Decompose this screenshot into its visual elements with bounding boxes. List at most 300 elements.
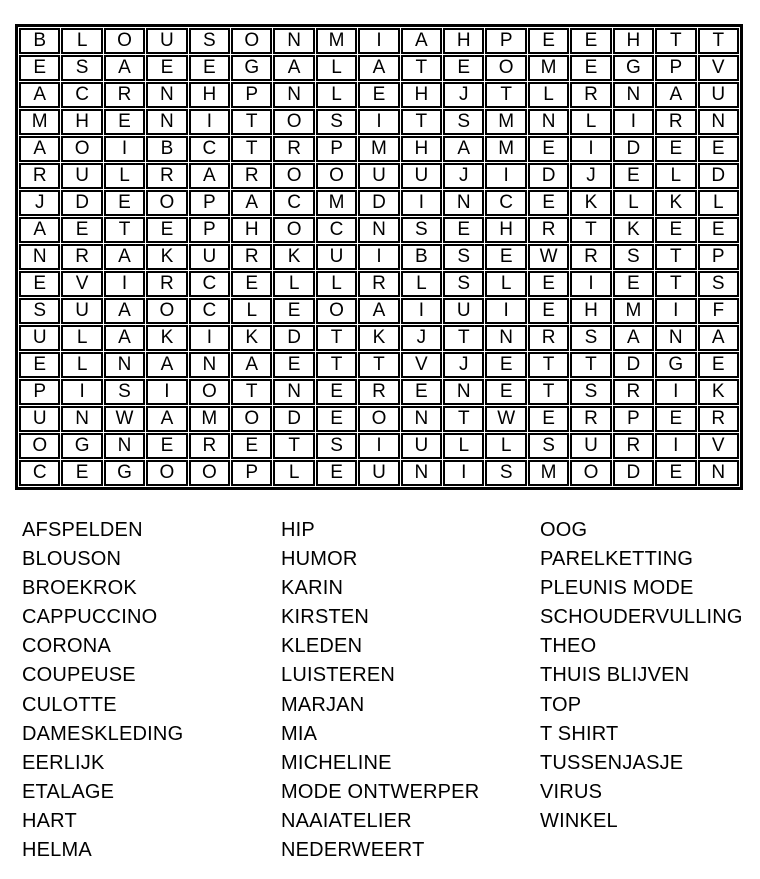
grid-cell: K (698, 379, 740, 405)
grid-cell: E (613, 271, 654, 297)
grid-cell: E (61, 217, 102, 243)
grid-cell: E (655, 217, 696, 243)
grid-cell: G (231, 55, 272, 81)
grid-cell: N (655, 325, 696, 351)
grid-cell: A (189, 163, 230, 189)
grid-cell: S (443, 244, 484, 270)
word-list-item: EERLIJK (22, 751, 105, 774)
grid-cell: I (401, 190, 442, 216)
grid-cell: L (401, 271, 442, 297)
word-list-item: HELMA (22, 839, 92, 862)
grid-cell: L (613, 190, 654, 216)
grid-cell: C (19, 460, 60, 486)
grid-row (19, 163, 739, 189)
grid-cell: A (273, 55, 314, 81)
grid-cell: R (698, 406, 740, 432)
grid-cell: E (104, 109, 145, 135)
grid-cell: O (231, 28, 272, 54)
grid-cell: P (19, 379, 60, 405)
word-list-item: BLOUSON (22, 548, 122, 571)
grid-row (19, 217, 739, 243)
word-list-item: ETALAGE (22, 780, 115, 803)
grid-cell: O (146, 460, 187, 486)
grid-cell: M (19, 109, 60, 135)
grid-cell: I (358, 433, 399, 459)
grid-cell: N (485, 325, 526, 351)
grid-cell: S (698, 271, 740, 297)
grid-row (19, 271, 739, 297)
grid-cell: L (570, 109, 611, 135)
grid-cell: I (655, 379, 696, 405)
grid-cell: P (655, 55, 696, 81)
grid-cell: P (189, 190, 230, 216)
grid-cell: C (485, 190, 526, 216)
grid-cell: D (613, 352, 654, 378)
word-list-item: CORONA (22, 635, 111, 658)
grid-cell: H (613, 28, 654, 54)
grid-cell: L (61, 28, 102, 54)
grid-cell: G (655, 352, 696, 378)
grid-row (19, 109, 739, 135)
grid-cell: J (443, 82, 484, 108)
grid-cell: R (146, 163, 187, 189)
grid-cell: H (231, 217, 272, 243)
grid-row (19, 460, 739, 486)
grid-cell: M (613, 298, 654, 324)
grid-cell: T (231, 379, 272, 405)
grid-cell: G (104, 460, 145, 486)
grid-cell: H (443, 28, 484, 54)
grid-cell: I (358, 244, 399, 270)
grid-cell: A (655, 82, 696, 108)
grid-cell: L (316, 55, 357, 81)
grid-row (19, 325, 739, 351)
grid-cell: A (231, 352, 272, 378)
grid-cell: S (316, 433, 357, 459)
grid-cell: K (570, 190, 611, 216)
grid-cell: T (655, 28, 696, 54)
grid-cell: T (358, 352, 399, 378)
grid-cell: L (316, 271, 357, 297)
grid-cell: A (104, 55, 145, 81)
grid-row (19, 82, 739, 108)
word-list-item: MICHELINE (281, 751, 392, 774)
grid-cell: V (401, 352, 442, 378)
grid-cell: L (443, 433, 484, 459)
grid-cell: A (613, 325, 654, 351)
grid-cell: P (231, 82, 272, 108)
word-list-column-2 (281, 516, 479, 865)
grid-cell: T (655, 244, 696, 270)
grid-cell: C (273, 190, 314, 216)
grid-row (19, 298, 739, 324)
grid-cell: S (528, 433, 569, 459)
grid-cell: H (401, 82, 442, 108)
grid-cell: N (528, 109, 569, 135)
grid-cell: B (401, 244, 442, 270)
grid-cell: C (316, 217, 357, 243)
grid-cell: S (443, 109, 484, 135)
grid-cell: R (358, 271, 399, 297)
word-list-item: WINKEL (540, 809, 618, 832)
grid-cell: E (146, 433, 187, 459)
grid-cell: L (104, 163, 145, 189)
grid-cell: A (104, 244, 145, 270)
grid-cell: K (358, 325, 399, 351)
grid-cell: E (655, 136, 696, 162)
grid-row (19, 406, 739, 432)
grid-cell: R (146, 271, 187, 297)
grid-cell: O (273, 109, 314, 135)
grid-cell: M (316, 28, 357, 54)
grid-cell: T (231, 136, 272, 162)
grid-cell: J (401, 325, 442, 351)
grid-cell: N (698, 460, 740, 486)
grid-row (19, 352, 739, 378)
grid-cell: A (19, 217, 60, 243)
grid-cell: E (613, 163, 654, 189)
grid-cell: S (104, 379, 145, 405)
grid-cell: A (146, 406, 187, 432)
grid-cell: S (189, 28, 230, 54)
word-list-item: BROEKROK (22, 577, 137, 600)
word-list-item: T SHIRT (540, 722, 619, 745)
grid-cell: L (485, 271, 526, 297)
grid-cell: S (613, 244, 654, 270)
grid-cell: E (698, 217, 740, 243)
grid-cell: U (358, 163, 399, 189)
grid-cell: E (273, 298, 314, 324)
grid-cell: T (231, 109, 272, 135)
grid-cell: A (146, 352, 187, 378)
grid-cell: A (401, 28, 442, 54)
grid-cell: M (485, 109, 526, 135)
grid-cell: L (273, 271, 314, 297)
grid-cell: E (61, 460, 102, 486)
grid-cell: T (443, 406, 484, 432)
grid-cell: R (61, 244, 102, 270)
grid-cell: E (146, 55, 187, 81)
word-list-item: PLEUNIS MODE (540, 577, 694, 600)
grid-cell: T (316, 325, 357, 351)
grid-cell: B (146, 136, 187, 162)
grid-cell: O (146, 190, 187, 216)
grid-cell: U (358, 460, 399, 486)
grid-cell: L (528, 82, 569, 108)
grid-cell: O (485, 55, 526, 81)
grid-cell: S (19, 298, 60, 324)
grid-cell: P (189, 217, 230, 243)
grid-cell: F (698, 298, 740, 324)
grid-cell: T (485, 82, 526, 108)
word-list-item: KARIN (281, 577, 344, 600)
grid-cell: V (698, 433, 740, 459)
grid-cell: P (698, 244, 740, 270)
grid-cell: T (104, 217, 145, 243)
grid-cell: P (231, 460, 272, 486)
grid-cell: E (528, 136, 569, 162)
grid-cell: A (358, 298, 399, 324)
grid-cell: N (443, 190, 484, 216)
grid-cell: U (189, 244, 230, 270)
grid-cell: D (61, 190, 102, 216)
grid-cell: R (104, 82, 145, 108)
grid-cell: N (401, 406, 442, 432)
grid-cell: D (613, 460, 654, 486)
grid-cell: A (104, 325, 145, 351)
grid-row (19, 136, 739, 162)
grid-cell: A (19, 136, 60, 162)
grid-cell: E (443, 217, 484, 243)
grid-cell: O (273, 217, 314, 243)
grid-cell: E (231, 433, 272, 459)
grid-cell: M (528, 460, 569, 486)
grid-cell: M (358, 136, 399, 162)
grid-cell: E (19, 352, 60, 378)
grid-cell: S (485, 460, 526, 486)
grid-cell: R (570, 82, 611, 108)
grid-cell: I (358, 28, 399, 54)
grid-cell: J (443, 163, 484, 189)
grid-cell: I (189, 109, 230, 135)
letter-grid-table (18, 27, 740, 487)
grid-cell: C (189, 271, 230, 297)
grid-cell: U (570, 433, 611, 459)
grid-cell: N (189, 352, 230, 378)
word-list-item: HART (22, 809, 77, 832)
grid-cell: I (655, 298, 696, 324)
grid-cell: T (655, 271, 696, 297)
grid-cell: D (613, 136, 654, 162)
word-list-item: MIA (281, 722, 318, 745)
grid-cell: E (316, 460, 357, 486)
word-list-item: OOG (540, 519, 588, 541)
grid-cell: A (19, 82, 60, 108)
grid-cell: T (570, 352, 611, 378)
grid-cell: R (613, 433, 654, 459)
grid-cell: W (485, 406, 526, 432)
grid-cell: E (316, 406, 357, 432)
grid-cell: E (528, 271, 569, 297)
grid-cell: N (273, 28, 314, 54)
grid-cell: N (146, 109, 187, 135)
grid-cell: H (401, 136, 442, 162)
word-list-item: HIP (281, 519, 315, 541)
word-list-item: DAMESKLEDING (22, 722, 184, 745)
grid-cell: U (443, 298, 484, 324)
grid-cell: H (61, 109, 102, 135)
letter-grid-body (19, 28, 739, 486)
grid-cell: E (189, 55, 230, 81)
word-list-item: VIRUS (540, 780, 603, 803)
grid-cell: I (104, 271, 145, 297)
grid-cell: S (401, 217, 442, 243)
grid-cell: I (613, 109, 654, 135)
grid-cell: K (146, 325, 187, 351)
grid-cell: T (570, 217, 611, 243)
grid-cell: L (316, 82, 357, 108)
grid-cell: C (189, 298, 230, 324)
word-list-item: LUISTEREN (281, 664, 396, 687)
grid-cell: L (655, 163, 696, 189)
grid-cell: E (698, 352, 740, 378)
grid-cell: E (401, 379, 442, 405)
grid-cell: U (61, 298, 102, 324)
grid-cell: O (316, 298, 357, 324)
grid-cell: O (19, 433, 60, 459)
grid-row (19, 190, 739, 216)
grid-cell: E (485, 352, 526, 378)
grid-cell: J (570, 163, 611, 189)
grid-cell: R (570, 244, 611, 270)
grid-cell: W (104, 406, 145, 432)
grid-cell: I (485, 163, 526, 189)
grid-cell: T (401, 109, 442, 135)
grid-cell: J (19, 190, 60, 216)
grid-cell: E (358, 82, 399, 108)
grid-cell: R (273, 136, 314, 162)
grid-cell: W (528, 244, 569, 270)
grid-cell: O (570, 460, 611, 486)
grid-cell: H (485, 217, 526, 243)
grid-cell: E (655, 460, 696, 486)
grid-cell: L (61, 352, 102, 378)
grid-cell: I (189, 325, 230, 351)
grid-cell: O (189, 460, 230, 486)
grid-cell: N (443, 379, 484, 405)
word-list-item: HUMOR (281, 548, 358, 571)
grid-cell: E (443, 55, 484, 81)
grid-cell: N (19, 244, 60, 270)
grid-cell: U (401, 433, 442, 459)
word-list-item: NAAIATELIER (281, 809, 412, 832)
grid-cell: C (189, 136, 230, 162)
grid-cell: G (61, 433, 102, 459)
grid-cell: D (358, 190, 399, 216)
grid-cell: I (443, 460, 484, 486)
grid-cell: E (570, 28, 611, 54)
grid-cell: I (401, 298, 442, 324)
grid-cell: O (146, 298, 187, 324)
grid-cell: L (485, 433, 526, 459)
grid-cell: N (698, 109, 740, 135)
word-list-item: CAPPUCCINO (22, 606, 158, 629)
word-list-column-3 (540, 516, 743, 836)
grid-cell: T (273, 433, 314, 459)
grid-row (19, 433, 739, 459)
grid-cell: G (613, 55, 654, 81)
grid-cell: E (698, 136, 740, 162)
grid-cell: I (655, 433, 696, 459)
grid-cell: I (358, 109, 399, 135)
word-list-item: NEDERWEERT (281, 839, 425, 862)
grid-cell: M (528, 55, 569, 81)
grid-cell: R (528, 217, 569, 243)
grid-cell: E (485, 379, 526, 405)
grid-cell: E (316, 379, 357, 405)
grid-cell: T (698, 28, 740, 54)
grid-cell: K (231, 325, 272, 351)
grid-cell: H (570, 298, 611, 324)
grid-cell: O (104, 28, 145, 54)
word-list-item: COUPEUSE (22, 664, 136, 687)
grid-cell: R (231, 244, 272, 270)
grid-cell: D (698, 163, 740, 189)
grid-cell: J (443, 352, 484, 378)
grid-cell: U (316, 244, 357, 270)
grid-cell: T (528, 379, 569, 405)
grid-cell: E (19, 55, 60, 81)
grid-cell: S (570, 325, 611, 351)
word-list-item: PARELKETTING (540, 548, 694, 571)
grid-cell: E (19, 271, 60, 297)
grid-row (19, 379, 739, 405)
word-list-item: THEO (540, 635, 597, 658)
grid-cell: O (231, 406, 272, 432)
grid-cell: O (189, 379, 230, 405)
grid-cell: V (61, 271, 102, 297)
grid-cell: L (698, 190, 740, 216)
grid-cell: N (401, 460, 442, 486)
grid-cell: N (146, 82, 187, 108)
grid-cell: N (273, 379, 314, 405)
grid-cell: I (61, 379, 102, 405)
grid-cell: I (485, 298, 526, 324)
grid-cell: T (528, 352, 569, 378)
grid-cell: E (104, 190, 145, 216)
grid-cell: H (189, 82, 230, 108)
grid-cell: P (316, 136, 357, 162)
grid-cell: D (273, 406, 314, 432)
word-search-grid (15, 24, 743, 490)
grid-cell: K (613, 217, 654, 243)
grid-cell: R (655, 109, 696, 135)
grid-cell: U (19, 325, 60, 351)
grid-cell: O (316, 163, 357, 189)
grid-cell: N (273, 82, 314, 108)
grid-cell: A (231, 190, 272, 216)
grid-cell: P (485, 28, 526, 54)
grid-row (19, 55, 739, 81)
grid-cell: A (104, 298, 145, 324)
grid-cell: R (570, 406, 611, 432)
grid-cell: U (61, 163, 102, 189)
grid-cell: N (61, 406, 102, 432)
grid-cell: E (528, 298, 569, 324)
grid-cell: O (61, 136, 102, 162)
grid-cell: C (61, 82, 102, 108)
grid-cell: O (273, 163, 314, 189)
grid-cell: L (273, 460, 314, 486)
word-list-item: SCHOUDERVULLING (540, 606, 743, 629)
grid-cell: L (61, 325, 102, 351)
grid-cell: K (146, 244, 187, 270)
grid-cell: D (528, 163, 569, 189)
grid-cell: R (613, 379, 654, 405)
grid-cell: I (570, 136, 611, 162)
word-list-column-1 (22, 516, 183, 865)
grid-row (19, 28, 739, 54)
grid-cell: N (104, 352, 145, 378)
grid-cell: L (231, 298, 272, 324)
grid-cell: E (485, 244, 526, 270)
grid-cell: U (19, 406, 60, 432)
grid-cell: R (19, 163, 60, 189)
grid-cell: I (104, 136, 145, 162)
grid-cell: R (189, 433, 230, 459)
grid-cell: S (570, 379, 611, 405)
word-list-item: TUSSENJASJE (540, 751, 684, 774)
